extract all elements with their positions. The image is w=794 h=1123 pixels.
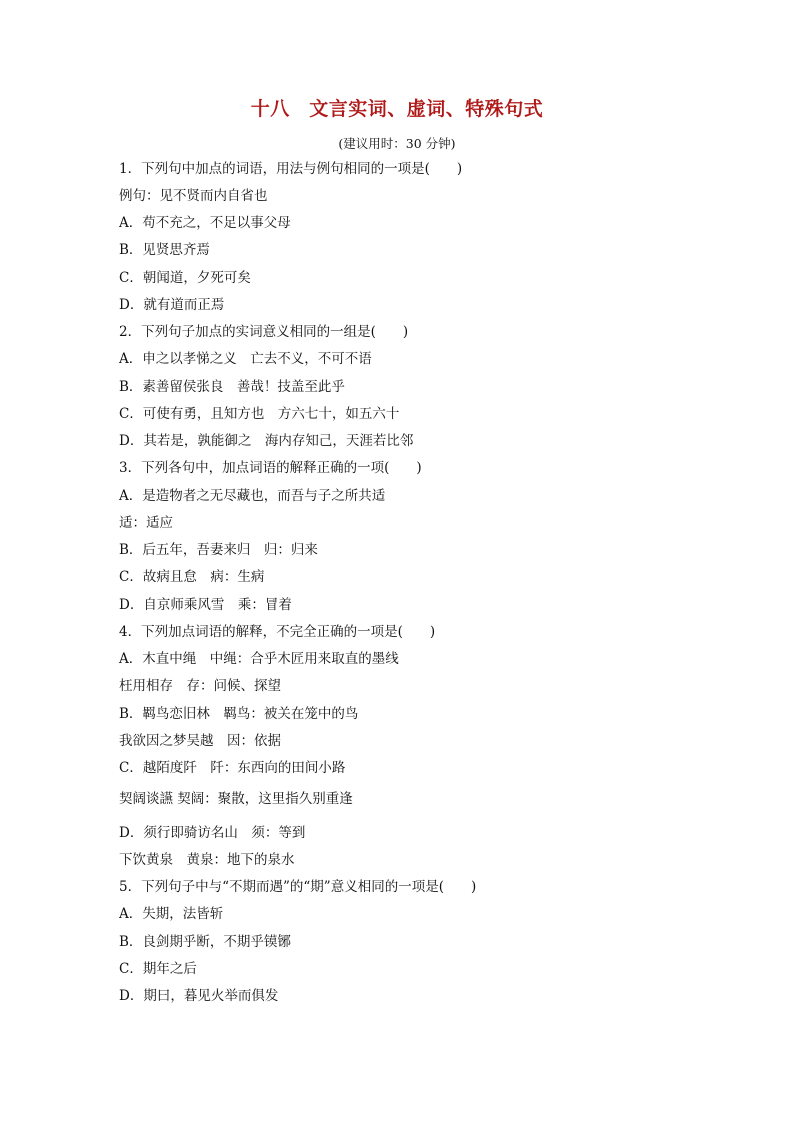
question-3-option-a: A．是造物者之无尽藏也，而吾与子之所共适 <box>119 488 386 504</box>
question-5-option-c: C．期年之后 <box>119 961 197 977</box>
question-1-stem: 1．下列句中加点的词语，用法与例句相同的一项是( ) <box>119 161 463 177</box>
question-1-option-d: D．就有道而正焉 <box>119 297 225 313</box>
question-2-option-d: D．其若是，孰能御之 海内存知己，天涯若比邻 <box>119 433 414 449</box>
question-3-option-b: B．后五年，吾妻来归 归：归来 <box>119 542 318 558</box>
question-4-option-a-1: A．木直中绳 中绳：合乎木匠用来取直的墨线 <box>119 651 399 667</box>
question-2-stem: 2．下列句子加点的实词意义相同的一组是( ) <box>119 324 409 340</box>
question-1-option-c: C．朝闻道，夕死可矣 <box>119 270 251 286</box>
question-4-option-d-1: D．须行即骑访名山 须：等到 <box>119 825 306 841</box>
page-title: 十八 文言实词、虚词、特殊句式 <box>250 98 544 120</box>
question-4-option-d-2: 下饮黄泉 黄泉：地下的泉水 <box>119 852 295 868</box>
question-3-option-d: D．自京师乘风雪 乘：冒着 <box>119 597 292 613</box>
question-1-example: 例句：见不贤而内自省也 <box>119 188 268 204</box>
question-2-option-c: C．可使有勇，且知方也 方六七十，如五六十 <box>119 406 400 422</box>
question-5-option-b: B．良剑期乎断，不期乎镆铘 <box>119 934 291 950</box>
question-5-option-a: A．失期，法皆斩 <box>119 906 224 922</box>
suggested-time: (建议用时：30 分钟) <box>338 136 456 151</box>
question-3-option-a-gloss: 适：适应 <box>119 515 173 531</box>
question-3-option-c: C．故病且怠 病：生病 <box>119 569 265 585</box>
question-4-option-b-1: B．羁鸟恋旧林 羁鸟：被关在笼中的鸟 <box>119 706 359 722</box>
question-2-option-b: B．素善留侯张良 善哉！技盖至此乎 <box>119 379 345 395</box>
question-1-option-b: B．见贤思齐焉 <box>119 242 210 258</box>
question-4-stem: 4．下列加点词语的解释，不完全正确的一项是( ) <box>119 624 436 640</box>
question-1-option-a: A．苟不充之，不足以事父母 <box>119 215 291 231</box>
question-5-stem: 5．下列句子中与“不期而遇”的“期”意义相同的一项是( ) <box>119 879 477 895</box>
question-4-option-c-1: C．越陌度阡 阡：东西向的田间小路 <box>119 760 346 776</box>
question-4-option-a-2: 枉用相存 存：问候、探望 <box>119 678 281 694</box>
question-5-option-d: D．期曰，暮见火举而俱发 <box>119 988 279 1004</box>
question-2-option-a: A．申之以孝悌之义 亡去不义，不可不语 <box>119 351 372 367</box>
question-4-option-c-2: 契阔谈讌 契阔：聚散，这里指久别重逢 <box>119 791 353 807</box>
question-4-option-b-2: 我欲因之梦吴越 因：依据 <box>119 733 281 749</box>
question-3-stem: 3．下列各句中，加点词语的解释正确的一项( ) <box>119 460 422 476</box>
